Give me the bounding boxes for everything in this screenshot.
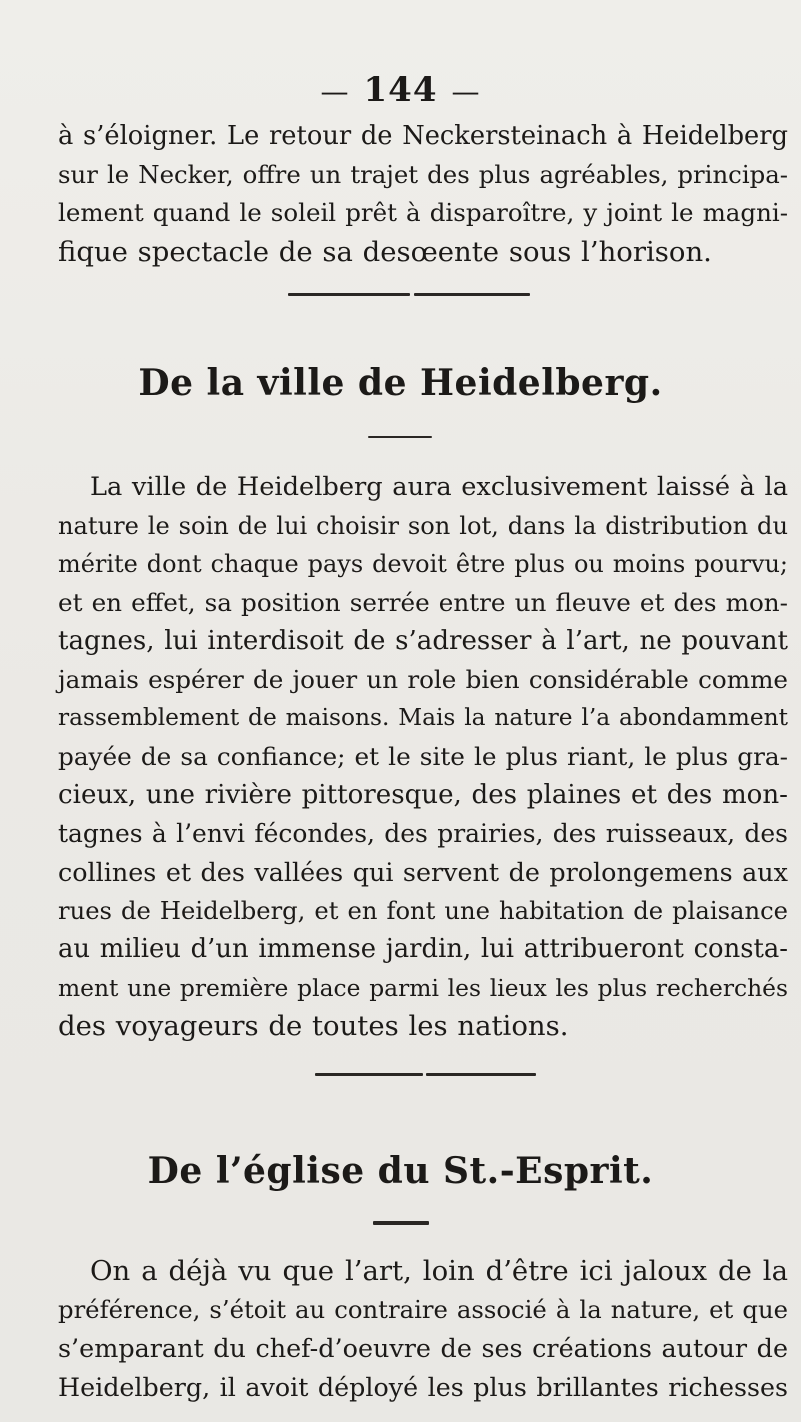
heading-underline [373, 1221, 429, 1225]
paragraph-st-esprit [58, 1252, 788, 1406]
text-line: nature le soin de lui choisir son lot, dans la distribution du [58, 511, 788, 540]
text-line: collines et des vallées qui servent de prolongemens aux [58, 857, 788, 887]
text-line: cieux, une rivière pittoresque, des plaines et des mon- [58, 780, 788, 810]
text-line: tagnes, lui interdisoit de s’adresser à l’art, ne pouvant [58, 626, 788, 656]
text-line: sur le Necker, offre un trajet des plus agréables, principa- [58, 159, 788, 189]
text-line: s’emparant du chef-d’oeuvre de ses créations autour de [58, 1333, 788, 1363]
text-line: Heidelberg, il avoit déployé les plus brillantes richesses [58, 1371, 788, 1402]
heading-underline [368, 436, 432, 438]
header-dash-left: — [320, 75, 350, 108]
page-header [0, 70, 801, 110]
paragraph-intro [58, 117, 788, 271]
text-line: On a déjà vu que l’art, loin d’être ici jaloux de la [90, 1255, 788, 1287]
text-line: rues de Heidelberg, et en font une habitation de plaisance [58, 895, 788, 925]
divider-rule [414, 293, 530, 296]
page-number: 144 [363, 70, 438, 110]
section-heading-heidelberg: De la ville de Heidelberg. [138, 362, 663, 404]
text-line: La ville de Heidelberg aura exclusivement laissé à la [90, 472, 788, 502]
text-line: préférence, s’étoit au contraire associé à la nature, et que [58, 1294, 788, 1324]
paragraph-heidelberg [58, 468, 788, 1046]
text-line: fique spectacle de sa desœente sous l’horison. [58, 235, 712, 268]
text-line: des voyageurs de toutes les nations. [58, 1010, 569, 1042]
header-dash-right: — [451, 75, 481, 108]
text-line: jamais espérer de jouer un role bien considérable comme [58, 664, 788, 694]
divider-rule [315, 1073, 423, 1076]
text-line: rassemblement de maisons. Mais la nature l’a abondamment [58, 704, 788, 731]
divider-rule [288, 293, 410, 296]
text-line: à s’éloigner. Le retour de Neckersteinach à Heidelberg [58, 121, 788, 151]
text-line: au milieu d’un immense jardin, lui attribueront consta- [58, 934, 788, 964]
text-line: mérite dont chaque pays devoit être plus ou moins pourvu; [58, 550, 788, 578]
text-line: tagnes à l’envi fécondes, des prairies, des ruisseaux, des [58, 818, 788, 848]
text-line: payée de sa confiance; et le site le plus riant, le plus gra- [58, 741, 788, 771]
text-line: lement quand le soleil prêt à disparoître, y joint le magni- [58, 198, 788, 227]
divider-rule [426, 1073, 536, 1076]
text-line: ment une première place parmi les lieux les plus recherchés [58, 973, 788, 1002]
section-heading-st-esprit: De l’église du St.-Esprit. [147, 1150, 654, 1192]
text-line: et en effet, sa position serrée entre un fleuve et des mon- [58, 587, 788, 617]
